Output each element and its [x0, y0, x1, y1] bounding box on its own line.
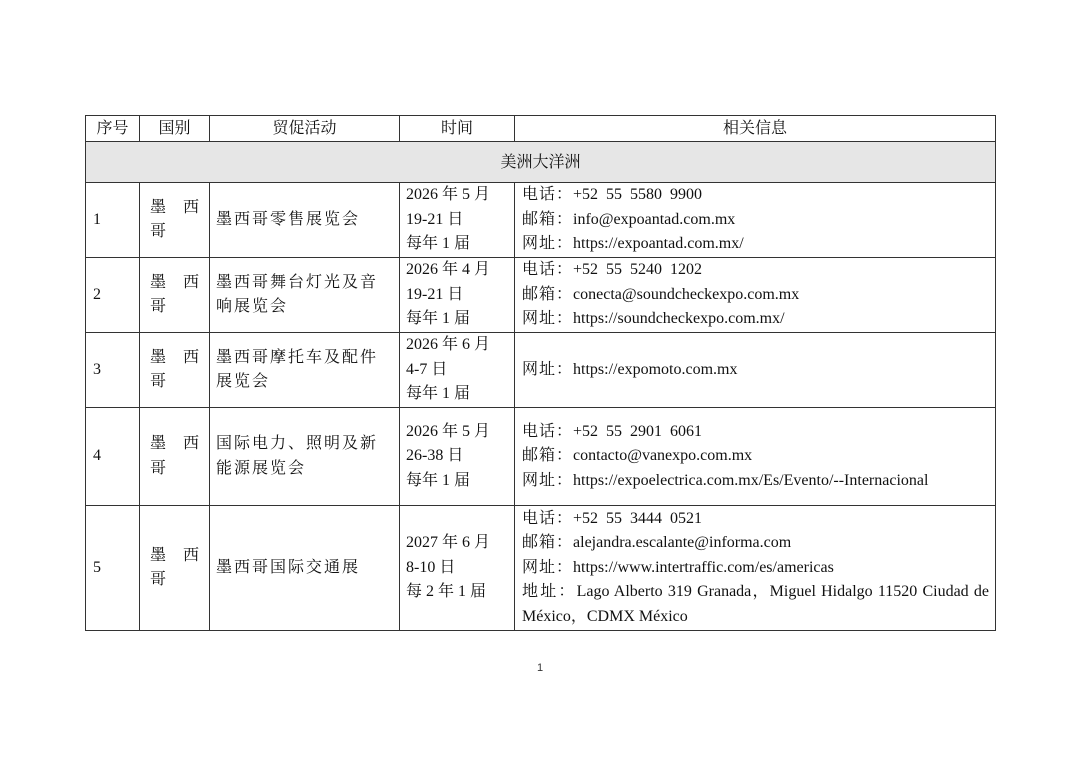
- country-char: 西: [182, 435, 199, 452]
- phone-value: +52 55 3444 0521: [573, 509, 703, 527]
- activity-cell: 墨西哥舞台灯光及音响展览会: [210, 258, 400, 333]
- time-days: 19-21 日: [406, 285, 464, 303]
- time-date: 2026 年 4 月: [406, 261, 491, 279]
- country-char: 哥: [150, 223, 167, 240]
- email-link[interactable]: contacto@vanexpo.com.mx: [573, 447, 753, 465]
- header-activity: 贸促活动: [210, 116, 400, 142]
- website-label: 网址：: [522, 360, 574, 378]
- country-cell: [140, 258, 210, 333]
- country-char: 西: [182, 546, 199, 564]
- table-row: [86, 258, 996, 333]
- country-cell: [140, 183, 210, 258]
- page-number: 1: [536, 662, 544, 674]
- time-date: 2026 年 5 月: [406, 422, 491, 440]
- country-char: 哥: [150, 298, 167, 315]
- table-row: [86, 408, 996, 506]
- website-label: 网址：: [522, 558, 574, 576]
- info-cell: [515, 506, 996, 631]
- phone-label: 电话：: [522, 422, 574, 440]
- email-link[interactable]: info@expoantad.com.mx: [573, 210, 736, 228]
- info-cell: [515, 408, 996, 506]
- website-link[interactable]: https://www.intertraffic.com/es/americas: [573, 558, 834, 576]
- time-frequency: 每 2 年 1 届: [406, 583, 487, 601]
- info-cell: [515, 258, 996, 333]
- seq-cell: 5: [86, 506, 140, 631]
- activity-cell: 墨西哥零售展览会: [210, 183, 400, 258]
- website-link[interactable]: https://expomoto.com.mx: [573, 360, 738, 378]
- time-frequency: 每年 1 届: [406, 385, 471, 403]
- country-cell: [140, 333, 210, 408]
- website-link[interactable]: https://soundcheckexpo.com.mx/: [573, 310, 785, 328]
- country-cell: [140, 506, 210, 631]
- country-char: 墨: [150, 198, 167, 216]
- time-frequency: 每年 1 届: [406, 310, 471, 328]
- website-label: 网址：: [522, 310, 574, 328]
- region-row: [86, 142, 996, 183]
- country-char: 墨: [150, 546, 167, 564]
- table-row: [86, 183, 996, 258]
- time-date: 2027 年 6 月: [406, 534, 491, 552]
- phone-value: +52 55 2901 6061: [573, 422, 703, 440]
- phone-value: +52 55 5240 1202: [573, 261, 703, 279]
- time-frequency: 每年 1 届: [406, 235, 471, 253]
- country-char: 墨: [150, 435, 167, 452]
- email-label: 邮箱：: [522, 210, 574, 228]
- time-cell: [400, 506, 515, 631]
- time-cell: [400, 183, 515, 258]
- time-days: 26-38 日: [406, 447, 464, 465]
- seq-cell: 4: [86, 408, 140, 506]
- website-link[interactable]: https://expoelectrica.com.mx/Es/Evento/--Internacional: [573, 471, 929, 489]
- time-frequency: 每年 1 届: [406, 471, 471, 489]
- time-days: 19-21 日: [406, 210, 464, 228]
- phone-value: +52 55 5580 9900: [573, 186, 703, 204]
- header-time: 时间: [400, 116, 515, 142]
- time-days: 8-10 日: [406, 558, 456, 576]
- country-char: 西: [182, 198, 199, 216]
- table-header-row: [86, 116, 996, 142]
- website-link[interactable]: https://expoantad.com.mx/: [573, 235, 744, 253]
- trade-events-table: [85, 115, 996, 631]
- table-row: [86, 506, 996, 631]
- activity-cell: 国际电力、照明及新能源展览会: [210, 408, 400, 506]
- info-cell: [515, 183, 996, 258]
- seq-cell: 3: [86, 333, 140, 408]
- country-cell: [140, 408, 210, 506]
- time-date: 2026 年 6 月: [406, 336, 491, 354]
- time-cell: [400, 333, 515, 408]
- website-label: 网址：: [522, 235, 574, 253]
- phone-label: 电话：: [522, 509, 574, 527]
- time-date: 2026 年 5 月: [406, 186, 491, 204]
- header-seq: 序号: [86, 116, 140, 142]
- time-cell: [400, 408, 515, 506]
- phone-label: 电话：: [522, 261, 574, 279]
- seq-cell: 1: [86, 183, 140, 258]
- country-char: 哥: [150, 571, 167, 588]
- email-label: 邮箱：: [522, 447, 574, 465]
- country-char: 墨: [150, 273, 167, 291]
- time-days: 4-7 日: [406, 360, 448, 378]
- activity-cell: 墨西哥国际交通展: [210, 506, 400, 631]
- time-cell: [400, 258, 515, 333]
- country-char: 哥: [150, 373, 167, 390]
- email-link[interactable]: alejandra.escalante@informa.com: [573, 534, 792, 552]
- activity-cell: 墨西哥摩托车及配件展览会: [210, 333, 400, 408]
- email-label: 邮箱：: [522, 534, 574, 552]
- header-country: 国别: [140, 116, 210, 142]
- region-label: 美洲大洋洲: [86, 142, 996, 183]
- country-char: 哥: [150, 459, 167, 477]
- country-char: 墨: [150, 348, 167, 366]
- country-char: 西: [182, 273, 199, 291]
- table-row: [86, 333, 996, 408]
- country-char: 西: [182, 348, 199, 366]
- website-label: 网址：: [522, 471, 574, 489]
- email-label: 邮箱：: [522, 285, 574, 303]
- seq-cell: 2: [86, 258, 140, 333]
- info-cell: [515, 333, 996, 408]
- address-label: 地址：: [522, 583, 577, 601]
- phone-label: 电话：: [522, 186, 574, 204]
- address-value: Lago Alberto 319 Granada，Miguel Hidalgo 11520 Ciudad de México，CDMX México: [522, 583, 989, 625]
- email-link[interactable]: conecta@soundcheckexpo.com.mx: [573, 285, 800, 303]
- header-info: 相关信息: [515, 116, 996, 142]
